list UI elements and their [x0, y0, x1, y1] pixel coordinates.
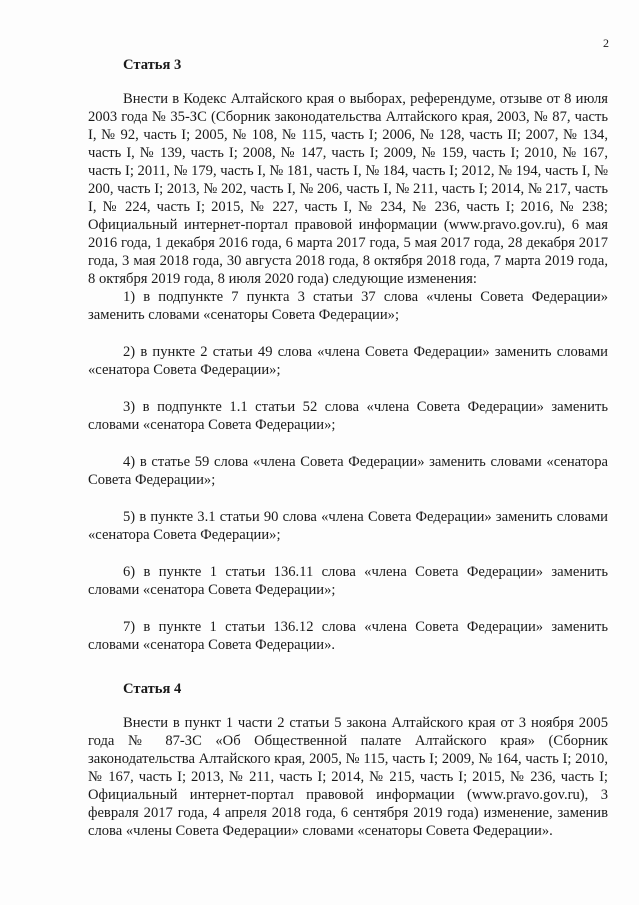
article-3-item-6: 6) в пункте 1 статьи 136.11 слова «члена Совета Федерации» заменить словами «сенатора Совета Федерации»; — [88, 564, 608, 598]
article-3-heading: Статья 3 — [123, 57, 182, 73]
article-4-text: Внести в пункт 1 части 2 статьи 5 закона Алтайского края от 3 ноября 2005 года № 87-ЗС «Об Общественной палате Алтайского края» (Сборник законодательства Алтайского края, 2005, № 115, часть I; 2009, № 164, часть I; 2010, № 167, часть I; 2013, № 211, часть I; 2014, № 215, часть I; 2015, № 236, часть I; Официальный интернет-портал правовой информации (www.pravo.gov.ru), 3 февраля 2017 года, 4 апреля 2018 года, 6 сентября 2019 года) изменение, заменив слова «члены Совета Федерации» словами «сенаторы Совета Федерации». — [88, 715, 608, 839]
document-body — [88, 56, 608, 840]
article-3-item-3: 3) в подпункте 1.1 статьи 52 слова «члена Совета Федерации» заменить словами «сенатора Совета Федерации»; — [88, 399, 608, 433]
article-3-item-4: 4) в статье 59 слова «члена Совета Федерации» заменить словами «сенатора Совета Федерации»; — [88, 454, 608, 488]
article-3-item-7: 7) в пункте 1 статьи 136.12 слова «члена Совета Федерации» заменить словами «сенатора Совета Федерации». — [88, 619, 608, 653]
article-3-item-1: 1) в подпункте 7 пункта 3 статьи 37 слова «члены Совета Федерации» заменить словами «сенаторы Совета Федерации»; — [88, 289, 608, 323]
article-4-heading: Статья 4 — [123, 681, 182, 697]
page-number: 2 — [603, 36, 609, 50]
article-3-item-2: 2) в пункте 2 статьи 49 слова «члена Совета Федерации» заменить словами «сенатора Совета Федерации»; — [88, 344, 608, 378]
article-3-intro: Внести в Кодекс Алтайского края о выборах, референдуме, отзыве от 8 июля 2003 года № 35-ЗС (Сборник законодательства Алтайского края, 2003, № 87, часть I, № 92, часть I; 2005, № 108, № 115, часть I; 2006, № 128, часть II; 2007, № 134, часть I, № 139, часть I; 2008, № 147, часть I; 2009, № 159, часть I; 2010, № 167, часть I; 2011, № 179, часть I, № 181, часть I, № 184, часть I; 2012, № 194, часть I, № 200, часть I; 2013, № 202, часть I, № 206, часть I, № 211, часть I; 2014, № 217, часть I, № 224, часть I; 2015, № 227, часть I, № 234, № 236, часть I; 2016, № 238; Официальный интернет-портал правовой информации (www.pravo.gov.ru), 6 мая 2016 года, 1 декабря 2016 года, 6 марта 2017 года, 5 мая 2017 года, 28 декабря 2017 года, 3 мая 2018 года, 30 августа 2018 года, 8 октября 2018 года, 7 марта 2019 года, 8 октября 2019 года, 8 июля 2020 года) следующие изменения: — [88, 91, 608, 287]
article-3-item-5: 5) в пункте 3.1 статьи 90 слова «члена Совета Федерации» заменить словами «сенатора Совета Федерации»; — [88, 509, 608, 543]
